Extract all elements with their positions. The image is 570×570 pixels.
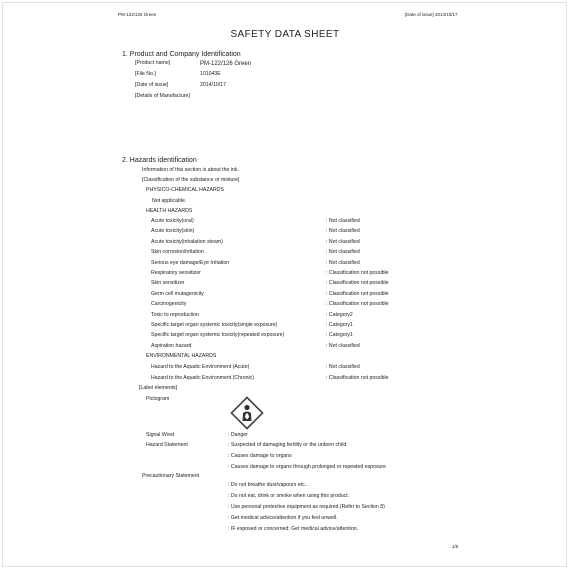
classification-label: [Classification of the substance or mixture] xyxy=(142,177,240,183)
health-row-value: : Classification not possible xyxy=(326,301,389,307)
health-row-value: : Category2 xyxy=(326,312,353,318)
health-row-name: Toxic to reproduction xyxy=(151,312,199,318)
health-row-name: Germ cell mutagenicity xyxy=(151,291,204,297)
env-row-value: : Classification not possible xyxy=(326,375,389,381)
health-row-name: Aspiration hazard xyxy=(151,343,192,349)
health-row-name: Carcinogenicity xyxy=(151,301,187,307)
precautionary-statement: : IF exposed or concerned: Get medical advice/attention. xyxy=(228,526,359,532)
physico-heading: PHYSICO-CHEMICAL HAZARDS xyxy=(146,187,224,193)
hazard-statement: : Suspected of damaging fertility or the unborn child xyxy=(228,442,347,448)
health-row-value: : Not classified xyxy=(326,239,360,245)
physico-value: Not applicable. xyxy=(152,198,187,204)
health-row-name: Skin corrosion/irritation xyxy=(151,249,204,255)
health-row-name: Specific target organ systemic toxicity(single exposure) xyxy=(151,322,278,328)
health-row-value: : Category1 xyxy=(326,332,353,338)
precautionary-statement: : Get medical advice/attention if you feel unwell. xyxy=(228,515,338,521)
precautionary-label: Precautionary Statement xyxy=(142,473,200,479)
product-name-value: PM-122/126 Green xyxy=(200,61,252,67)
health-hazard-icon xyxy=(230,396,264,430)
section1-heading: 1. Product and Company Identification xyxy=(122,51,241,58)
date-of-issue-label: [Date of issue] xyxy=(135,82,169,88)
precautionary-statement: : Do not breathe dust/vapours etc.. xyxy=(228,482,308,488)
file-no-label: [File No.] xyxy=(135,71,156,77)
health-row-value: : Not classified xyxy=(326,218,360,224)
health-heading: HEALTH HAZARDS xyxy=(146,208,193,214)
health-row-value: : Classification not possible xyxy=(326,270,389,276)
health-row-name: Serious eye damage/Eye Irritation xyxy=(151,260,230,266)
health-row-value: : Not classified xyxy=(326,343,360,349)
header-date: [Date of issue] 2014/10/17 xyxy=(405,12,458,17)
health-row-name: Acute toxicity(skin) xyxy=(151,228,195,234)
health-row-name: Skin sensitizer xyxy=(151,280,185,286)
precautionary-statement: : Use personal protective equipment as required.(Refer to Section 8) xyxy=(228,504,385,510)
manufacture-label: [Details of Manufacture] xyxy=(135,93,190,99)
pictogram-label: Pictogram xyxy=(146,396,170,402)
precautionary-statement: : Do not eat, drink or smoke when using this product. xyxy=(228,493,350,499)
env-heading: ENVIRONMENTAL HAZARDS xyxy=(146,353,217,359)
product-name-label: [Product name] xyxy=(135,60,171,66)
page-number: 1/5 xyxy=(452,544,459,549)
health-row-name: Respiratory sensitizer xyxy=(151,270,201,276)
health-row-value: : Not classified xyxy=(326,228,360,234)
env-row-value: : Not classified xyxy=(326,364,360,370)
health-row-value: : Not classified xyxy=(326,249,360,255)
hazard-statement: : Causes damage to organs through prolonged or repeated exposure xyxy=(228,464,387,470)
hazard-statement: : Causes damage to organs xyxy=(228,453,292,459)
date-of-issue-value: 2014/10/17 xyxy=(200,82,226,88)
health-row-name: Specific target organ systemic toxicity(repeated exposure) xyxy=(151,332,285,338)
health-row-value: : Classification not possible xyxy=(326,291,389,297)
health-row-name: Acute toxicity(oral) xyxy=(151,218,194,224)
health-row-name: Acute toxicity(inhalation steam) xyxy=(151,239,223,245)
hazard-statement-label: Hazard Statement xyxy=(146,442,188,448)
section2-heading: 2. Hazards identification xyxy=(122,157,197,164)
signal-word-label: Signal Word xyxy=(146,432,175,438)
section2-info: Information of this section is about the ink. xyxy=(142,167,239,173)
health-row-value: : Classification not possible xyxy=(326,280,389,286)
page-title: SAFETY DATA SHEET xyxy=(230,29,340,40)
signal-word-value: : Danger xyxy=(228,432,248,438)
health-row-value: : Not classified xyxy=(326,260,360,266)
env-row-name: Hazard to the Aquatic Environment (Acute) xyxy=(151,364,250,370)
header-product: PM-122/126 Green xyxy=(118,12,157,17)
label-elements-heading: [Label elements] xyxy=(139,385,178,391)
file-no-value: 101043E xyxy=(200,71,221,77)
health-row-value: : Category1 xyxy=(326,322,353,328)
env-row-name: Hazard to the Aquatic Environment (Chronic) xyxy=(151,375,254,381)
